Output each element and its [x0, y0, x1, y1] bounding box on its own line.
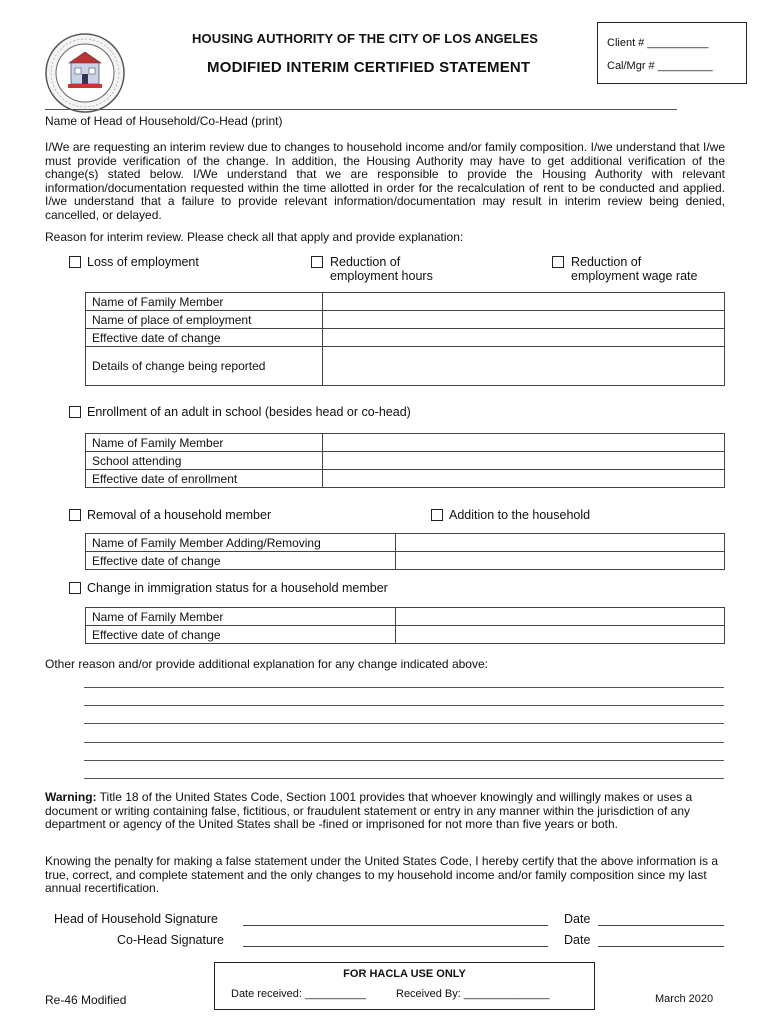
hacla-box-title: FOR HACLA USE ONLY [343, 968, 466, 980]
client-number-field[interactable]: Client # __________ [607, 37, 709, 49]
household-table [85, 533, 725, 570]
option-addition-household[interactable] [431, 508, 590, 522]
explanation-line[interactable] [84, 778, 724, 779]
field-label: Name of Family Member [86, 293, 323, 311]
option-label: Enrollment of an adult in school (besides head or co-head) [87, 405, 411, 419]
option-reduction-wage-label [571, 255, 697, 283]
option-reduction-hours-label [330, 255, 433, 283]
table-row [86, 470, 725, 488]
head-name-line[interactable] [45, 109, 677, 110]
table-row [86, 608, 725, 626]
field-label: Effective date of change [86, 626, 396, 644]
option-label: Addition to the household [449, 508, 591, 522]
head-signature-label: Head of Household Signature [54, 912, 219, 926]
option-immigration-status[interactable] [69, 581, 388, 595]
date-received-field[interactable]: Date received: __________ [231, 988, 367, 1000]
other-reason-prompt: Other reason and/or provide additional explanation for any change indicated above: [45, 657, 488, 671]
field-input[interactable] [323, 452, 725, 470]
checkbox[interactable] [431, 509, 443, 521]
certify-paragraph: Knowing the penalty for making a false statement under the United States Code, I hereby certify that the above information is a true, correct, and complete statement and the only changes to my household income and/or family composition since my last annual recertification. [45, 854, 719, 895]
option-reduction-hours[interactable] [311, 255, 329, 269]
employment-table [85, 292, 725, 386]
warning-paragraph [45, 791, 725, 832]
table-row [86, 311, 725, 329]
field-label: Effective date of change [86, 329, 323, 347]
option-label-line1: Reduction of [330, 255, 401, 269]
option-label-line1: Reduction of [571, 255, 642, 269]
field-label: Name of Family Member [86, 608, 396, 626]
checkbox[interactable] [69, 406, 81, 418]
field-label: Effective date of enrollment [86, 470, 323, 488]
option-removal-member[interactable] [69, 508, 271, 522]
field-label: Name of place of employment [86, 311, 323, 329]
organization-name: HOUSING AUTHORITY OF THE CITY OF LOS ANGELES [192, 31, 539, 46]
explanation-line[interactable] [84, 687, 724, 688]
table-row [86, 626, 725, 644]
intro-paragraph: I/We are requesting an interim review due to changes to household income and/or family composition. I/we understand that I/we must provide verification of the change. In addition, the Housing Authority may have to get additional verification of the change(s) stated below. I/We understand that we are responsible to provide the Housing Authority with relevant information/documentation requested within the time allotted in order for the recalculation of rent to be conducted and applied. I/we understand that a failure to provide relevant information/documentation may result in interim review being denied, cancelled, or delayed. [45, 140, 725, 222]
option-label: Change in immigration status for a household member [87, 581, 388, 595]
field-input[interactable] [396, 552, 725, 570]
cohead-date-label: Date [564, 933, 591, 947]
table-row [86, 347, 725, 386]
option-loss-employment[interactable] [69, 255, 199, 269]
form-title: MODIFIED INTERIM CERTIFIED STATEMENT [207, 59, 531, 76]
table-row [86, 534, 725, 552]
warning-text: Title 18 of the United States Code, Section 1001 provides that whoever knowingly and willingly makes or uses a document or writing containing false, fictitious, or fraudulent statement or entry in any manner within the jurisdiction of any department or agency of the United States shall be -fined or imprisoned for not more than five years or both. [45, 790, 693, 831]
checkbox[interactable] [552, 256, 564, 268]
field-label: Name of Family Member Adding/Removing [86, 534, 396, 552]
checkbox[interactable] [69, 582, 81, 594]
head-signature-line[interactable] [243, 925, 548, 926]
field-input[interactable] [396, 534, 725, 552]
field-label: School attending [86, 452, 323, 470]
checkbox[interactable] [69, 509, 81, 521]
field-input[interactable] [323, 470, 725, 488]
head-name-label: Name of Head of Household/Co-Head (print) [45, 114, 283, 128]
head-date-label: Date [564, 912, 591, 926]
table-row [86, 552, 725, 570]
field-input[interactable] [396, 608, 725, 626]
table-row [86, 452, 725, 470]
table-row [86, 329, 725, 347]
field-input[interactable] [323, 311, 725, 329]
warning-label: Warning: [45, 790, 97, 804]
table-row [86, 293, 725, 311]
reason-prompt: Reason for interim review. Please check all that apply and provide explanation: [45, 230, 464, 244]
cohead-date-line[interactable] [598, 946, 724, 947]
calmgr-number-field[interactable]: Cal/Mgr # _________ [607, 60, 713, 72]
field-input[interactable] [323, 293, 725, 311]
explanation-line[interactable] [84, 705, 724, 706]
field-input[interactable] [396, 626, 725, 644]
field-input[interactable] [323, 347, 725, 386]
school-table [85, 433, 725, 488]
field-label: Details of change being reported [86, 347, 323, 386]
field-input[interactable] [323, 434, 725, 452]
field-label: Effective date of change [86, 552, 396, 570]
option-label: Removal of a household member [87, 508, 272, 522]
explanation-line[interactable] [84, 723, 724, 724]
explanation-line[interactable] [84, 742, 724, 743]
cohead-signature-line[interactable] [243, 946, 548, 947]
option-label-line2: employment hours [330, 269, 433, 283]
option-reduction-wage[interactable] [552, 255, 570, 269]
cohead-signature-label: Co-Head Signature [117, 933, 225, 947]
immigration-table [85, 607, 725, 644]
hacla-use-box [214, 962, 595, 1010]
explanation-line[interactable] [84, 760, 724, 761]
seal-icon [44, 32, 126, 114]
head-date-line[interactable] [598, 925, 724, 926]
revision-date: March 2020 [655, 993, 714, 1005]
option-label-line2: employment wage rate [571, 269, 698, 283]
checkbox[interactable] [69, 256, 81, 268]
received-by-field[interactable]: Received By: ______________ [396, 988, 550, 1000]
field-label: Name of Family Member [86, 434, 323, 452]
form-code: Re-46 Modified [45, 993, 127, 1007]
table-row [86, 434, 725, 452]
checkbox[interactable] [311, 256, 323, 268]
option-label: Loss of employment [87, 255, 199, 269]
client-info-box [597, 22, 747, 84]
field-input[interactable] [323, 329, 725, 347]
option-school-enrollment[interactable] [69, 405, 411, 419]
